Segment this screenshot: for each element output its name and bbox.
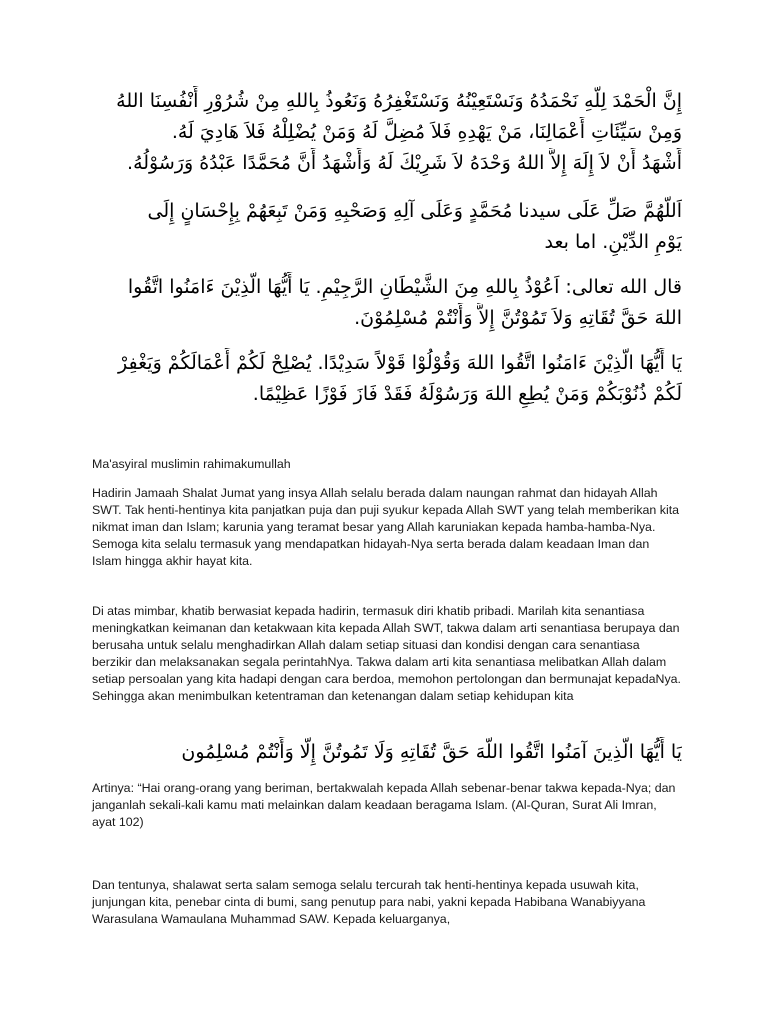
arabic-line: يَا أَيُّهَا الَّذِيْنَ ءَامَنُوا اتَّقُوا اللهَ وَقُوْلُوْا قَوْلاً سَدِيْدًا. يُصْلِحْ لَكُمْ أَعْمَالَكُمْ وَيَغْفِرْ xyxy=(118,352,682,374)
arabic-line: يَا أَيُّهَا الَّذِينَ آمَنُوا اتَّقُوا اللَّهَ حَقَّ تُقَاتِهِ وَلَا تَمُوتُنَّ إِلَّا وَأَنْتُمْ مُسْلِمُون xyxy=(181,741,682,763)
closing-paragraph: Dan tentunya, shalawat serta salam semoga selalu tercurah tak henti-hentinya kepada usuwah kita, junjungan kita, penebar cinta di bumi, sang penutup para nabi, yakni kepada Habibana Wanabiyyana Warasulana Wamaulana Muhammad SAW. Kepada keluarganya, xyxy=(92,878,646,926)
arabic-line: قال الله تعالى: اَعُوْذُ بِاللهِ مِنَ الشَّيْطَانِ الرَّجِيْمِ. يَا أَيُّهَا الَّذِيْنَ ءَامَنُوا اتَّقُوا xyxy=(127,276,682,298)
arabic-line: لَكُمْ ذُنُوْبَكُمْ وَمَنْ يُطِعِ اللهَ وَرَسُوْلَهُ فَقَدْ فَازَ فَوْزًا عَظِيْمًا. xyxy=(252,383,682,405)
arabic-quran-verse-ahzab xyxy=(86,348,682,410)
arabic-line: يَوْمِ الدِّيْنِ. اما بعد xyxy=(544,231,682,253)
arabic-line: أَشْهَدُ أَنْ لاَ إِلَهَ إِلاَّ اللهُ وَحْدَهُ لاَ شَرِيْكَ لَهُ وَأَشْهَدُ أَنَّ مُحَمَّدًا عَبْدُهُ وَرَسُوْلُهُ. xyxy=(127,152,682,174)
verse-translation: Artinya: “Hai orang-orang yang beriman, bertakwalah kepada Allah sebenar-benar takwa kepada-Nya; dan janganlah sekali-kali kamu mati melainkan dalam keadaan beragama Islam. (Al-Quran, Surat Ali Imran, ayat 102) xyxy=(92,781,676,829)
arabic-verse-ali-imran xyxy=(86,737,682,768)
greeting-text: Ma'asyiral muslimin rahimakumullah xyxy=(92,457,291,471)
arabic-shalawat xyxy=(86,196,682,258)
opening-paragraph: Hadirin Jamaah Shalat Jumat yang insya Allah selalu berada dalam naungan rahmat dan hidayah Allah SWT. Tak henti-hentinya kita panjatkan puja dan puji syukur kepada Allah SWT yang telah memberikan kita nikmat iman dan Islam; karunia yang teramat besar yang Allah karuniakan kepada hamba-hamba-Nya. Semoga kita selalu termasuk yang mendapatkan hidayah-Nya serta berada dalam keadaan Iman dan Islam hingga akhir hayat kita. xyxy=(92,486,680,568)
arabic-line: اللهَ حَقَّ تُقَاتِهِ وَلاَ تَمُوْتُنَّ إِلاَّ وَأَنْتُمْ مُسْلِمُوْنَ. xyxy=(354,307,682,329)
arabic-quran-citation xyxy=(86,272,682,334)
wasiat-paragraph: Di atas mimbar, khatib berwasiat kepada hadirin, termasuk diri khatib pribadi. Marilah kita senantiasa meningkatkan keimanan dan ketakwaan kita kepada Allah SWT, takwa dalam arti senantiasa berupaya dan berusaha untuk selalu menghadirkan Allah dalam setiap situasi dan kondisi dengan cara senantiasa berzikir dan melaksanakan segala perintahNya. Takwa dalam arti kita senantiasa melibatkan Allah dalam setiap persoalan yang kita hadapi dengan cara berdoa, memohon pertolongan dan bermunajat kepadaNya. Sehingga akan menimbulkan ketentraman dan ketenangan dalam setiap kehidupan kita xyxy=(92,604,681,703)
arabic-opening-praise xyxy=(86,86,682,179)
arabic-line: إِنَّ الْحَمْدَ لِلَّهِ نَحْمَدُهُ وَنَسْتَعِيْنُهُ وَنَسْتَغْفِرُهُ وَنَعُوذُ بِاللهِ مِنْ شُرُوْرِ أَنْفُسِنَا اللهُ xyxy=(116,90,682,112)
arabic-line: وَمِنْ سَيِّئَاتِ أَعْمَالِنَا، مَنْ يَهْدِهِ فَلاَ مُضِلَّ لَهُ وَمَنْ يُضْلِلْهُ فَلاَ هَادِيَ لَهُ. xyxy=(171,121,682,143)
arabic-line: اَللَّهُمَّ صَلِّ عَلَى سيدنا مُحَمَّدٍ وَعَلَى آلِهِ وَصَحْبِهِ وَمَنْ تَبِعَهُمْ بِإِحْسَانٍ إِلَى xyxy=(147,200,682,222)
